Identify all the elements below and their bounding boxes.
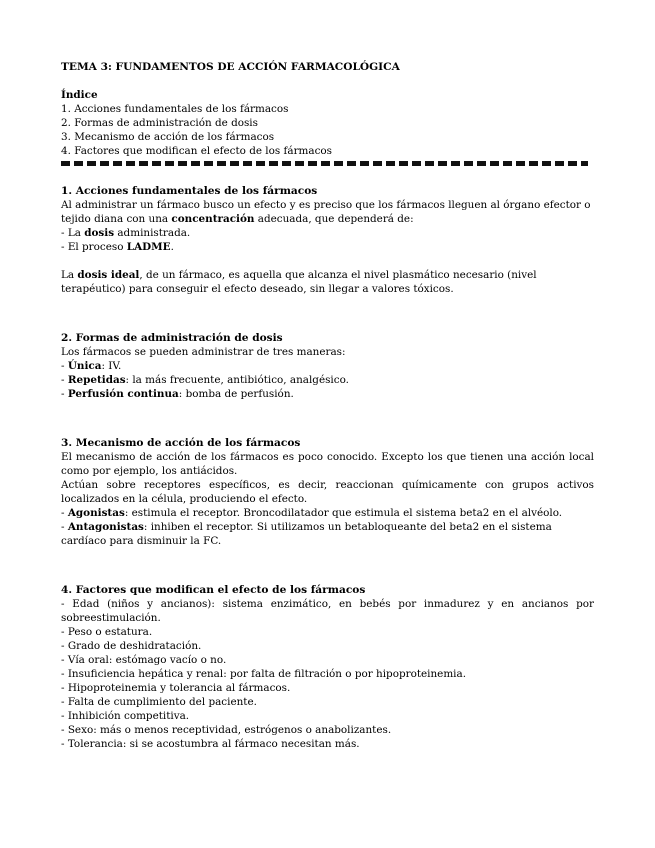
document-page (61, 60, 594, 751)
paragraph: El mecanismo de acción de los fármacos es poco conocido. Excepto los que tienen una acción local como por ejemplo, los antiácidos. (61, 451, 594, 477)
list-item: - Antagonistas: inhiben el receptor. Si utilizamos un betabloqueante del beta2 en el sistema cardíaco para disminuir la FC. (61, 521, 552, 547)
list-item: - Inhibición competitiva. (61, 710, 190, 722)
paragraph: Los fármacos se pueden administrar de tres maneras: (61, 346, 346, 358)
page-title: TEMA 3: FUNDAMENTOS DE ACCIÓN FARMACOLÓGICA (61, 61, 400, 73)
section-heading: 1. Acciones fundamentales de los fármacos (61, 185, 318, 197)
list-item: - Peso o estatura. (61, 626, 153, 638)
paragraph: Al administrar un fármaco busco un efecto y es preciso que los fármacos lleguen al órgano efector o tejido diana con una concentración adecuada, que dependerá de: (61, 199, 591, 225)
section-heading: 2. Formas de administración de dosis (61, 332, 283, 344)
list-item: - Única: IV. (61, 360, 122, 372)
list-item: - La dosis administrada. (61, 227, 191, 239)
section-3 (61, 436, 594, 548)
index-item: 2. Formas de administración de dosis (61, 117, 258, 129)
list-item: - Perfusión continua: bomba de perfusión. (61, 388, 294, 400)
list-item: - Hipoproteinemia y tolerancia al fármacos. (61, 682, 291, 694)
paragraph: La dosis ideal, de un fármaco, es aquella que alcanza el nivel plasmático necesario (nivel terapéutico) para conseguir el efecto deseado, sin llegar a valores tóxicos. (61, 269, 537, 295)
list-item: - Grado de deshidratación. (61, 640, 202, 652)
paragraph: Actúan sobre receptores específicos, es decir, reaccionan químicamente con grupos activos localizados en la célula, produciendo el efecto. (61, 479, 594, 505)
list-item: - Falta de cumplimiento del paciente. (61, 696, 257, 708)
section-heading: 3. Mecanismo de acción de los fármacos (61, 437, 301, 449)
section-1 (61, 184, 594, 296)
section-4 (61, 583, 594, 751)
index-heading: Índice (61, 89, 98, 101)
list-item: - El proceso LADME. (61, 241, 174, 253)
section-heading: 4. Factores que modifican el efecto de los fármacos (61, 584, 366, 596)
index-item: 3. Mecanismo de acción de los fármacos (61, 131, 275, 143)
dashed-divider (61, 161, 588, 166)
list-item: - Vía oral: estómago vacío o no. (61, 654, 227, 666)
list-item: - Edad (niños y ancianos): sistema enzimático, en bebés por inmadurez y en ancianos por sobreestimulación. (61, 598, 594, 624)
list-item: - Insuficiencia hepática y renal: por falta de filtración o por hipoproteinemia. (61, 668, 466, 680)
index-item: 1. Acciones fundamentales de los fármacos (61, 103, 289, 115)
list-item: - Sexo: más o menos receptividad, estrógenos o anabolizantes. (61, 724, 392, 736)
index-item: 4. Factores que modifican el efecto de los fármacos (61, 145, 332, 157)
list-item: - Agonistas: estimula el receptor. Broncodilatador que estimula el sistema beta2 en el alvéolo. (61, 507, 563, 519)
list-item: - Tolerancia: si se acostumbra al fármaco necesitan más. (61, 738, 360, 750)
section-2 (61, 331, 594, 401)
list-item: - Repetidas: la más frecuente, antibiótico, analgésico. (61, 374, 349, 386)
